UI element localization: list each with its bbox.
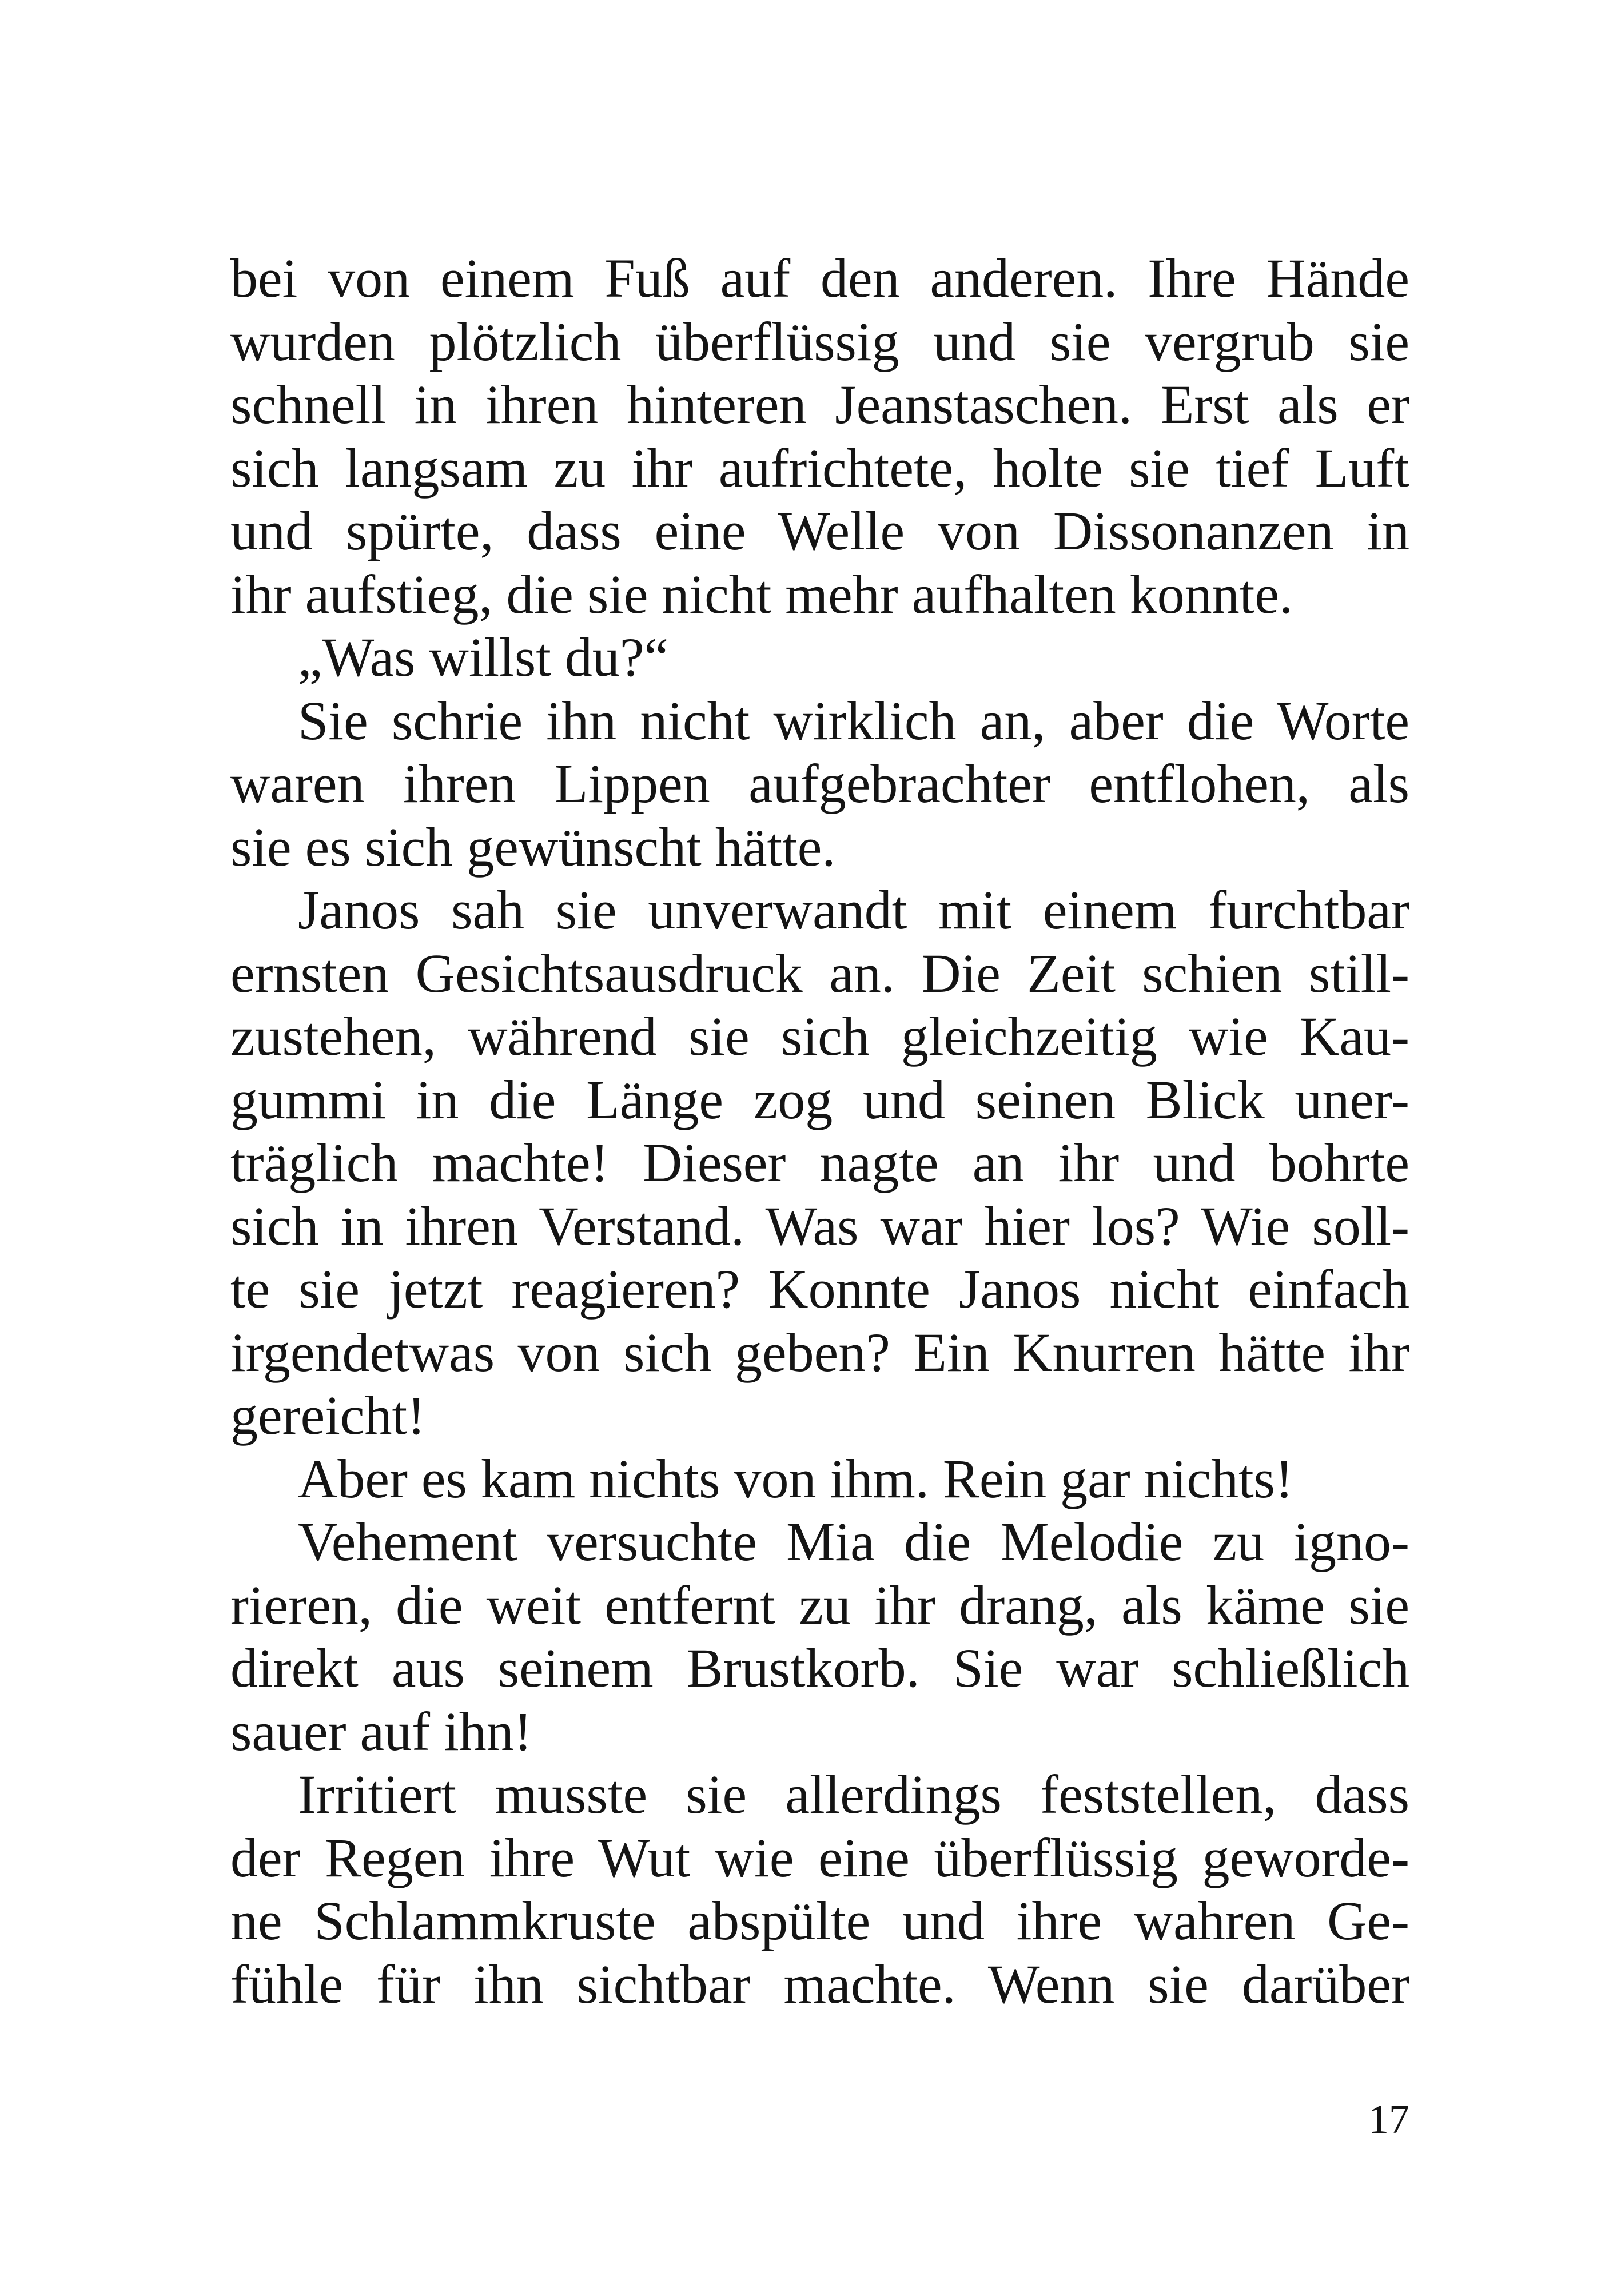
- text-line: der Regen ihre Wut wie eine überflüssig geworde-: [230, 1827, 1409, 1888]
- text-line: te sie jetzt reagieren? Konnte Janos nicht einfach: [230, 1258, 1409, 1320]
- text-line: Janos sah sie unverwandt mit einem furchtbar: [298, 879, 1409, 940]
- text-line: rieren, die weit entfernt zu ihr drang, als käme sie: [230, 1574, 1409, 1636]
- text-line: bei von einem Fuß auf den anderen. Ihre Hände: [230, 248, 1409, 309]
- text-line: gummi in die Länge zog und seinen Blick uner-: [230, 1069, 1409, 1130]
- text-line: Sie schrie ihn nicht wirklich an, aber die Worte: [298, 689, 1409, 751]
- text-line: fühle für ihn sichtbar machte. Wenn sie darüber: [230, 1953, 1409, 2015]
- text-line: sauer auf ihn!: [230, 1700, 532, 1762]
- text-line: ne Schlammkruste abspülte und ihre wahren Ge-: [230, 1890, 1409, 1951]
- text-line: gereicht!: [230, 1385, 426, 1446]
- text-line: direkt aus seinem Brustkorb. Sie war schließlich: [230, 1637, 1409, 1699]
- body-text: [230, 247, 1409, 2016]
- text-line: sich langsam zu ihr aufrichtete, holte sie tief Luft: [230, 437, 1409, 499]
- text-line: Aber es kam nichts von ihm. Rein gar nichts!: [298, 1448, 1293, 1509]
- text-line: sie es sich gewünscht hätte.: [230, 816, 836, 878]
- text-line: ihr aufstieg, die sie nicht mehr aufhalten konnte.: [230, 563, 1293, 625]
- text-line: irgendetwas von sich geben? Ein Knurren hätte ihr: [230, 1321, 1409, 1383]
- text-line: „Was willst du?“: [298, 627, 669, 688]
- text-line: und spürte, dass eine Welle von Dissonanzen in: [230, 500, 1409, 561]
- text-line: träglich machte! Dieser nagte an ihr und bohrte: [230, 1132, 1409, 1193]
- text-line: wurden plötzlich überflüssig und sie vergrub sie: [230, 310, 1409, 372]
- text-line: zustehen, während sie sich gleichzeitig wie Kau-: [230, 1006, 1409, 1067]
- text-line: Vehement versuchte Mia die Melodie zu igno-: [298, 1511, 1409, 1572]
- text-line: ernsten Gesichtsausdruck an. Die Zeit schien still-: [230, 942, 1409, 1004]
- text-line: sich in ihren Verstand. Was war hier los? Wie soll-: [230, 1195, 1409, 1257]
- text-line: Irritiert musste sie allerdings feststellen, dass: [298, 1764, 1409, 1825]
- text-line: waren ihren Lippen aufgebrachter entflohen, als: [230, 753, 1409, 814]
- page-number: 17: [1368, 2096, 1409, 2142]
- text-line: schnell in ihren hinteren Jeanstaschen. Erst als er: [230, 374, 1409, 435]
